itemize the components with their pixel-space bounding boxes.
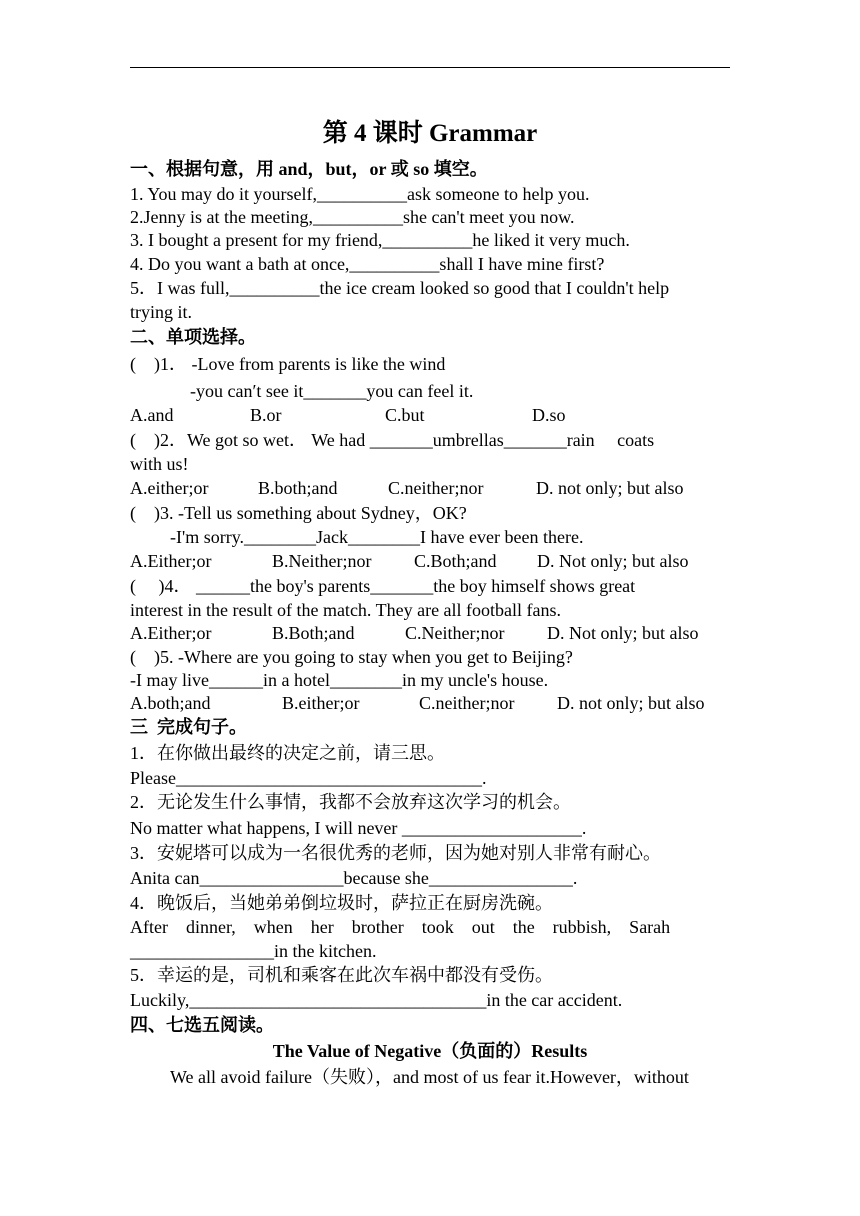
mc-q4-stem: ( )4． ______the boy's parents_______the boy himself shows great (130, 576, 636, 596)
fill-item-4: 4. Do you want a bath at once,__________shall I have mine first? (130, 254, 605, 274)
option-c: C.Both;and (414, 551, 497, 571)
section-3-heading: 三 完成句子。 (130, 717, 247, 737)
mc-q4-stem-cont: interest in the result of the match. They are all football fans. (130, 600, 562, 620)
option-d: D. not only; but also (557, 693, 705, 713)
sentence-3-cn: 3．安妮塔可以成为一名很优秀的老师，因为她对别人非常有耐心。 (130, 843, 661, 863)
sentence-2-cn: 2．无论发生什么事情，我都不会放弃这次学习的机会。 (130, 792, 571, 812)
article-title: The Value of Negative（负面的）Results (272, 1041, 588, 1061)
fill-item-5: 5．I was full,__________the ice cream looked so good that I couldn't help (130, 278, 670, 298)
article-first-line: We all avoid failure（失败），and most of us fear it.However，without (170, 1067, 689, 1087)
option-d: D. Not only; but also (537, 551, 689, 571)
mc-q5-stem-cont: -I may live______in a hotel________in my uncle's house. (130, 670, 549, 690)
page-title: 第 4 课时 Grammar (322, 120, 538, 147)
option-a: A.both;and (130, 693, 211, 713)
option-d: D. not only; but also (536, 478, 684, 498)
option-b: B.Neither;nor (272, 551, 372, 571)
mc-q2-stem: ( )2．We got so wet． We had _______umbrellas_______rain coats (130, 430, 655, 450)
option-a: A.either;or (130, 478, 209, 498)
sentence-4-cn: 4．晚饭后，当她弟弟倒垃圾时，萨拉正在厨房洗碗。 (130, 893, 553, 913)
section-4-heading: 四、七选五阅读。 (130, 1015, 274, 1035)
option-c: C.neither;nor (419, 693, 515, 713)
fill-item-2: 2.Jenny is at the meeting,__________she can't meet you now. (130, 207, 575, 227)
fill-item-5-cont: trying it. (130, 302, 192, 322)
option-b: B.both;and (258, 478, 338, 498)
sentence-4-en-cont: ________________in the kitchen. (130, 941, 377, 961)
mc-q3-stem-cont: -I'm sorry.________Jack________I have ever been there. (170, 527, 584, 547)
option-c: C.Neither;nor (405, 623, 505, 643)
mc-q5-stem: ( )5. -Where are you going to stay when you get to Beijing? (130, 647, 573, 667)
sentence-5-en: Luckily,_________________________________in the car accident. (130, 990, 623, 1010)
option-c: C.neither;nor (388, 478, 484, 498)
option-d: D.so (532, 405, 566, 425)
option-a: A.Either;or (130, 623, 212, 643)
option-b: B.either;or (282, 693, 360, 713)
mc-q2-options (130, 477, 730, 499)
mc-q4-options (130, 622, 730, 644)
mc-q3-stem: ( )3. -Tell us something about Sydney，OK? (130, 503, 467, 523)
option-a: A.and (130, 405, 174, 425)
sentence-3-en: Anita can________________because she________________. (130, 868, 578, 888)
option-b: B.Both;and (272, 623, 355, 643)
header-rule (130, 67, 730, 68)
section-1-heading: 一、根据句意，用 and，but，or 或 so 填空。 (130, 159, 488, 179)
mc-q1-stem: ( )1． -Love from parents is like the wind (130, 354, 446, 374)
mc-q3-options (130, 550, 730, 572)
section-2-heading: 二、单项选择。 (130, 327, 256, 347)
sentence-1-en: Please__________________________________. (130, 768, 487, 788)
sentence-4-en: After dinner, when her brother took out the rubbish, Sarah (130, 917, 671, 937)
fill-item-1: 1. You may do it yourself,__________ask someone to help you. (130, 184, 590, 204)
option-d: D. Not only; but also (547, 623, 699, 643)
fill-item-3: 3. I bought a present for my friend,__________he liked it very much. (130, 230, 630, 250)
sentence-5-cn: 5．幸运的是，司机和乘客在此次车祸中都没有受伤。 (130, 965, 553, 985)
mc-q1-stem-cont: -you can′t see it_______you can feel it. (190, 381, 474, 401)
option-c: C.but (385, 405, 425, 425)
option-a: A.Either;or (130, 551, 212, 571)
mc-q1-options (130, 404, 730, 426)
mc-q5-options (130, 692, 730, 714)
sentence-1-cn: 1．在你做出最终的决定之前，请三思。 (130, 743, 445, 763)
sentence-2-en: No matter what happens, I will never ____________________. (130, 818, 587, 838)
mc-q2-stem-cont: with us! (130, 454, 189, 474)
option-b: B.or (250, 405, 282, 425)
